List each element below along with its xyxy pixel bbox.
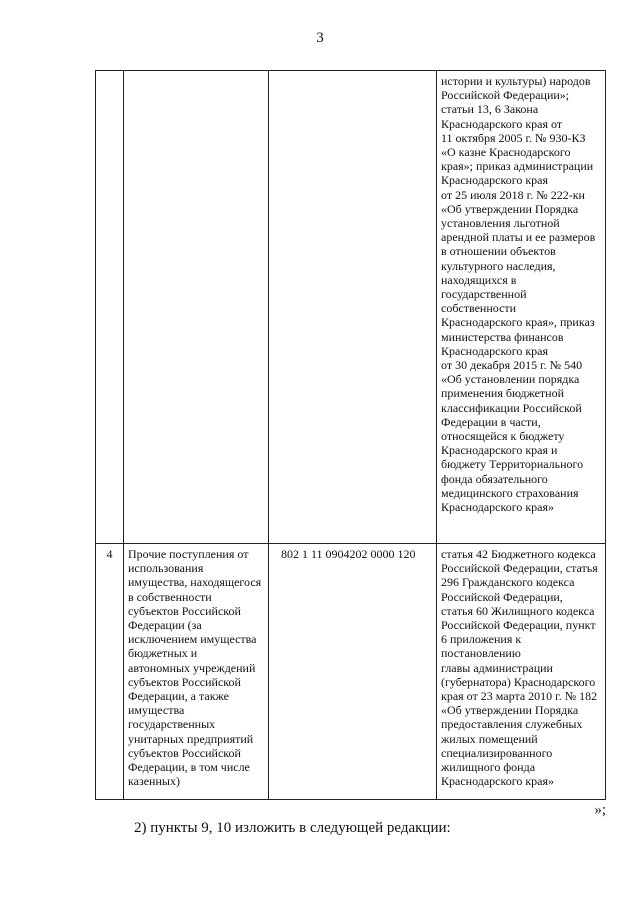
row-number-cell xyxy=(96,71,124,544)
revenue-name-cell xyxy=(124,71,269,544)
row-number-cell: 4 xyxy=(96,544,124,800)
table-row xyxy=(96,544,606,800)
legal-basis-cell: статья 42 Бюджетного кодекса Российской Федерации, статья 296 Гражданского кодекса Российской Федерации, статья 60 Жилищного кодекса Российской Федерации, пункт 6 приложения к постановлению главы администрации (губернатора) Краснодарского края от 23 марта 2010 г. № 182 «Об утверждении Порядка предоставления служебных жилых помещений специализированного жилищного фонда Краснодарского края» xyxy=(437,544,606,800)
page-number: 3 xyxy=(316,30,324,46)
budget-code-cell xyxy=(269,71,437,544)
table-row xyxy=(96,71,606,544)
amendment-instruction: 2) пункты 9, 10 изложить в следующей редакции: xyxy=(134,820,451,836)
closing-quote-mark: »; xyxy=(594,802,606,818)
legal-basis-cell: истории и культуры) народов Российской Федерации»; статьи 13, 6 Закона Краснодарского края от 11 октября 2005 г. № 930-КЗ «О казне Краснодарского края»; приказ администрации Краснодарского края от 25 июля 2018 г. № 222-кн «Об утверждении Порядка установления льготной арендной платы и ее размеров в отношении объектов культурного наследия, находящихся в государственной собственности Краснодарского края», приказ министерства финансов Краснодарского края от 30 декабря 2015 г. № 540 «Об установлении порядка применения бюджетной классификации Российской Федерации в части, относящейся к бюджету Краснодарского края и бюджету Территориального фонда обязательного медицинского страхования Краснодарского края» xyxy=(437,71,606,544)
revenue-name-cell: Прочие поступления от использования имущества, находящегося в собственности субъектов Российской Федерации (за исключением имущества бюджетных и автономных учреждений субъектов Российской Федерации, а также имущества государственных унитарных предприятий субъектов Российской Федерации, в том числе казенных) xyxy=(124,544,269,800)
budget-code-cell: 802 1 11 0904202 0000 120 xyxy=(269,544,437,800)
revenue-table xyxy=(95,70,606,800)
